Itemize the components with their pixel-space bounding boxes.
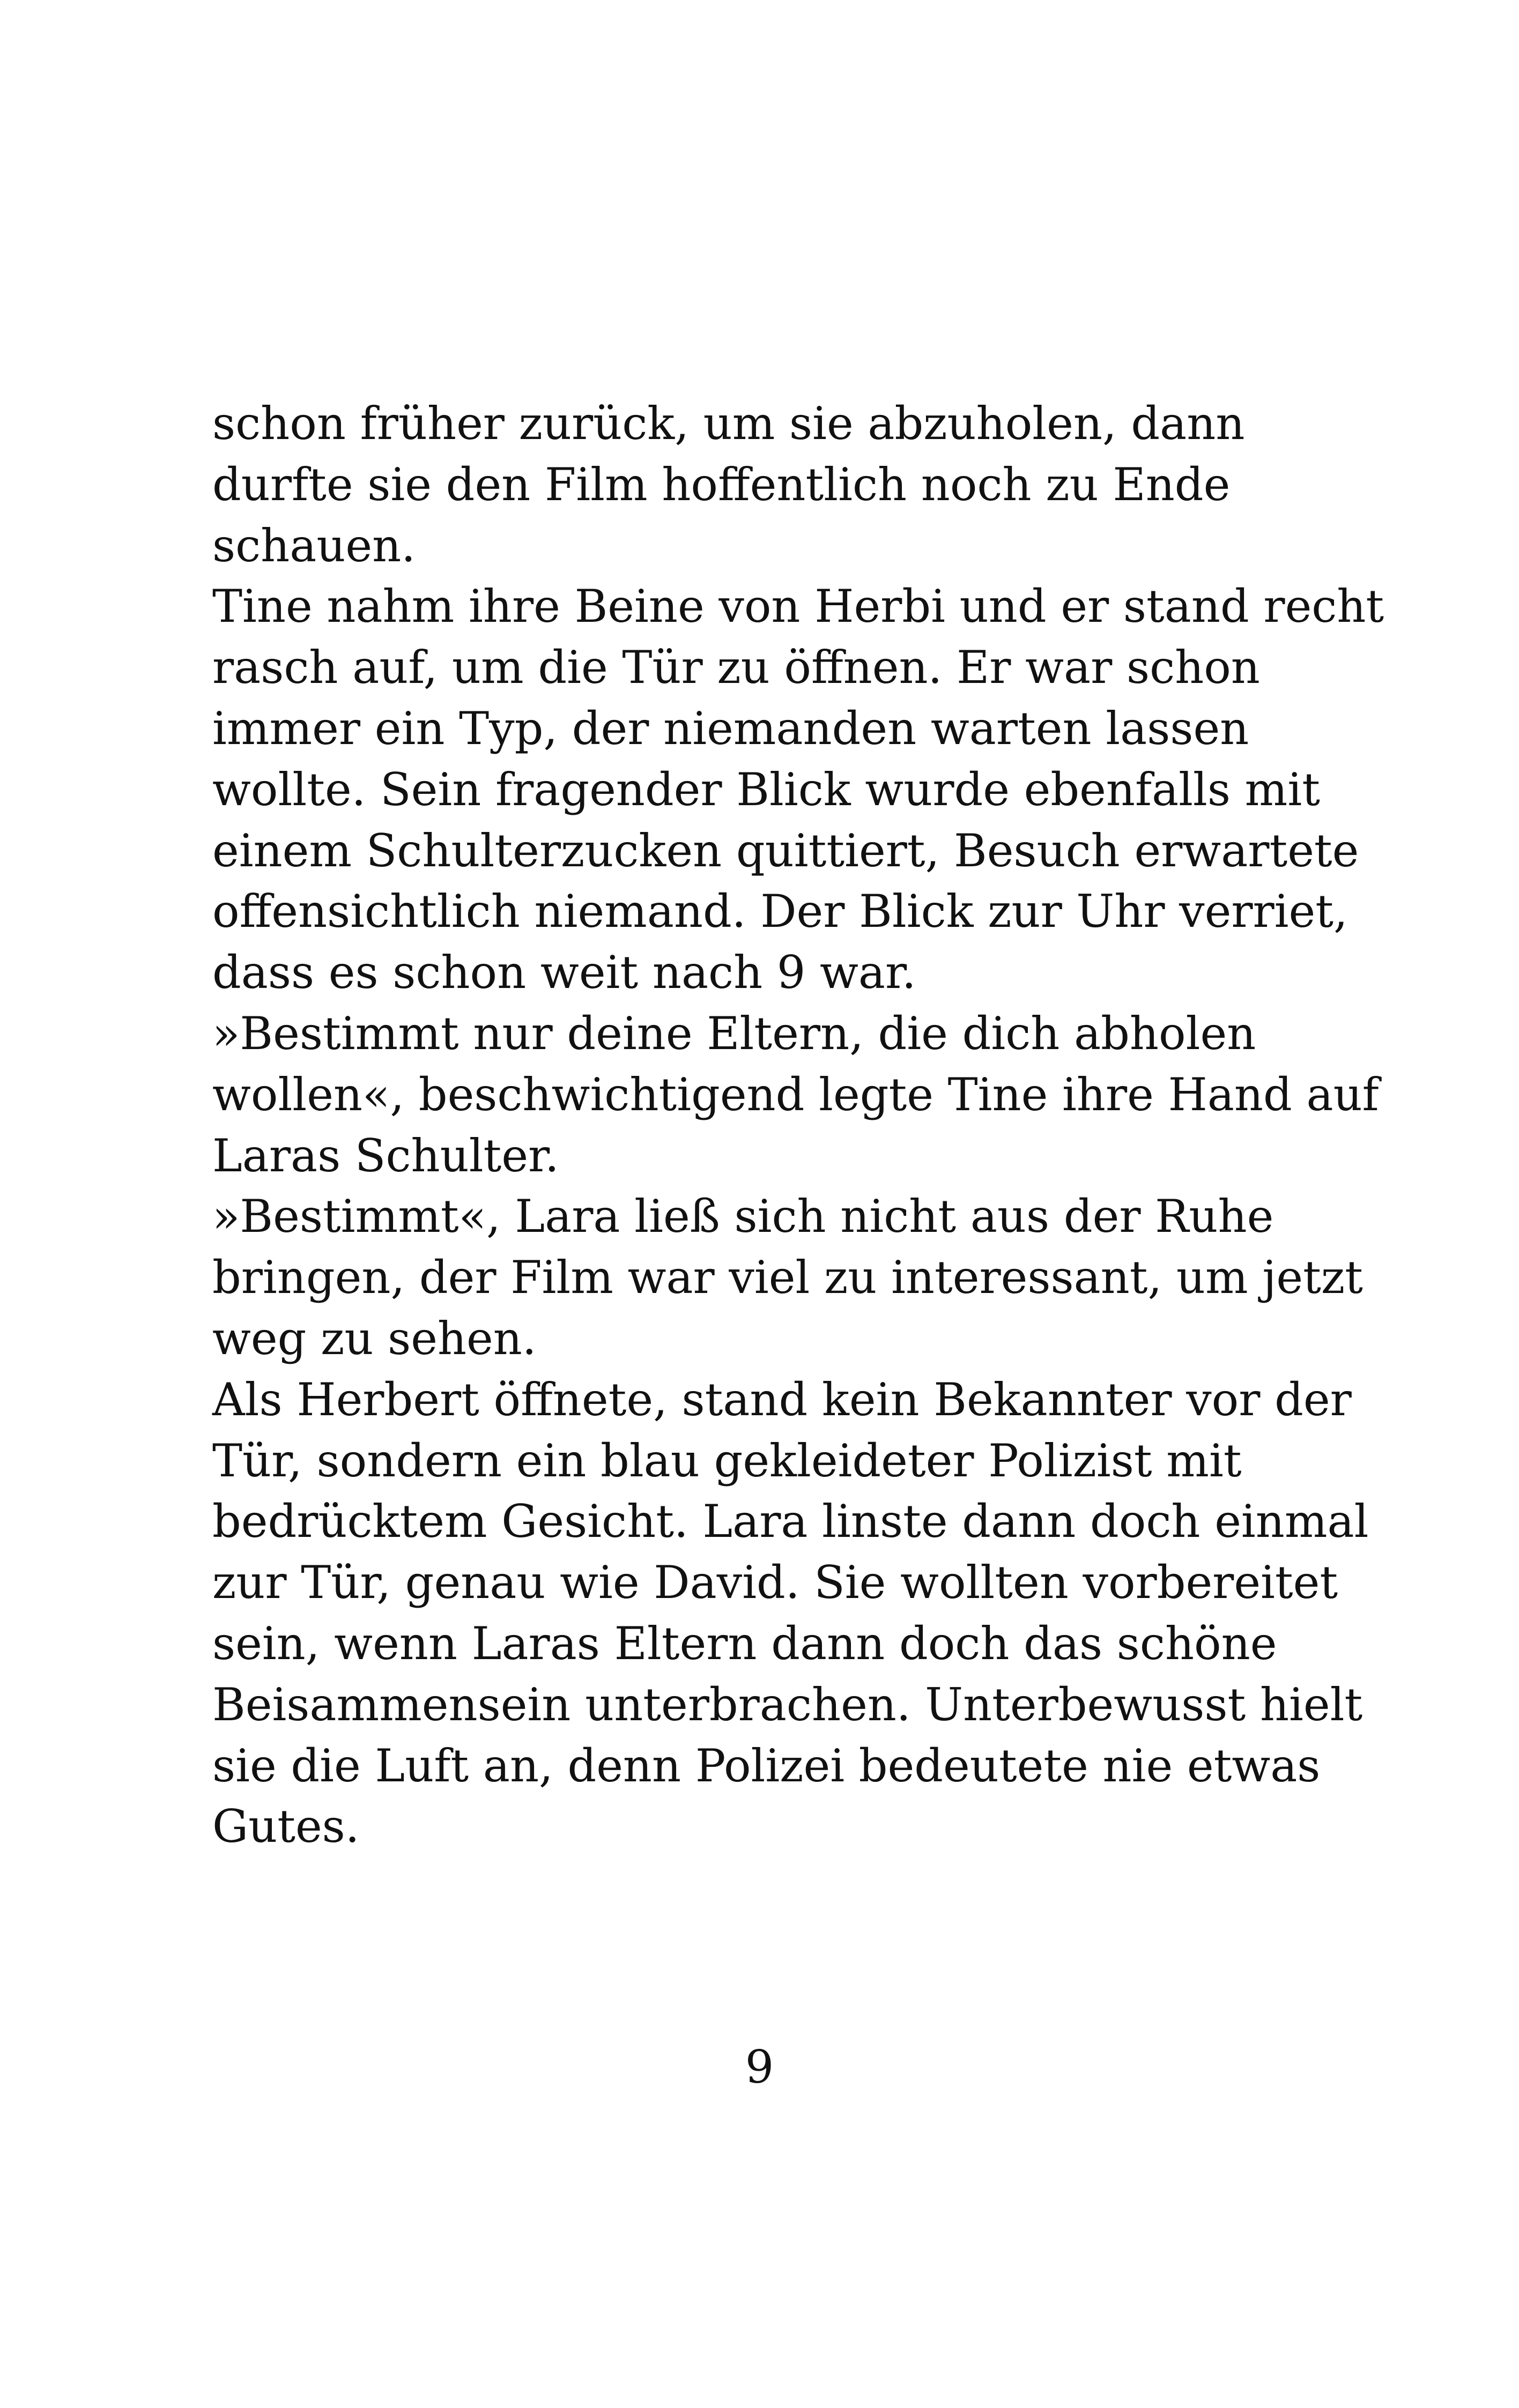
body-text (212, 393, 1384, 1857)
text-line: Laras Schulter. (212, 1129, 559, 1182)
text-line: weg zu sehen. (212, 1312, 537, 1365)
text-line: immer ein Typ, der niemanden warten lassen (212, 702, 1249, 755)
text-line: zur Tür, genau wie David. Sie wollten vorbereitet (212, 1556, 1338, 1609)
text-line: sein, wenn Laras Eltern dann doch das schöne (212, 1617, 1277, 1670)
text-line: sie die Luft an, denn Polizei bedeutete nie etwas (212, 1739, 1321, 1792)
text-line: bringen, der Film war viel zu interessant, um jetzt (212, 1251, 1363, 1304)
text-line: »Bestimmt«, Lara ließ sich nicht aus der Ruhe (212, 1190, 1274, 1243)
text-line: durfte sie den Film hoffentlich noch zu Ende (212, 458, 1231, 511)
text-line: »Bestimmt nur deine Eltern, die dich abholen (212, 1007, 1256, 1060)
text-line: bedrücktem Gesicht. Lara linste dann doch einmal (212, 1495, 1369, 1548)
text-line: schon früher zurück, um sie abzuholen, dann (212, 397, 1245, 450)
text-line: offensichtlich niemand. Der Blick zur Uhr verriet, (212, 885, 1348, 938)
text-line: Tür, sondern ein blau gekleideter Polizist mit (212, 1434, 1242, 1487)
text-line: schauen. (212, 519, 416, 572)
text-line: dass es schon weit nach 9 war. (212, 946, 916, 999)
text-line: Tine nahm ihre Beine von Herbi und er stand recht (212, 580, 1384, 633)
page-number: 9 (745, 2041, 774, 2093)
text-line: Beisammensein unterbrachen. Unterbewusst hielt (212, 1678, 1363, 1731)
text-line: Gutes. (212, 1800, 360, 1853)
text-line: einem Schulterzucken quittiert, Besuch erwartete (212, 824, 1359, 877)
text-line: rasch auf, um die Tür zu öffnen. Er war schon (212, 641, 1260, 694)
text-line: Als Herbert öffnete, stand kein Bekannter vor der (212, 1373, 1352, 1426)
text-line: wollen«, beschwichtigend legte Tine ihre Hand auf (212, 1068, 1379, 1121)
text-line: wollte. Sein fragender Blick wurde ebenfalls mit (212, 763, 1320, 816)
